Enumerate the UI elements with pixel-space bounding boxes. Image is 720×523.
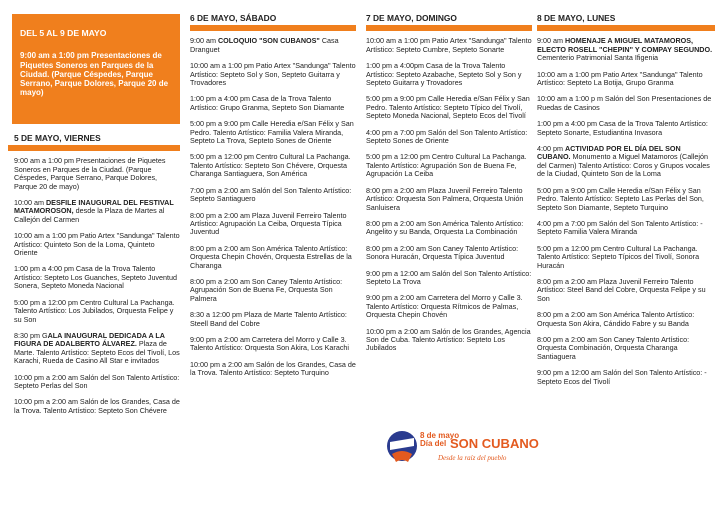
event-item: [8, 299, 180, 324]
event-item: [537, 220, 715, 237]
event-text: 1:00 pm a 4:00 pm Casa de la Trova Talento Artístico: Septeto Los Guanches, Septeto Juventud Sonera, Septeto Moneda Nacional: [14, 264, 178, 291]
event-text: 10:00 am a 1:00 pm Patio Artex "Sandunga" Talento Artístico: Septeto Cumbre, Septeto Sonarte: [366, 36, 532, 54]
day-title-4: 8 DE MAYO, LUNES: [537, 13, 616, 23]
event-item: [190, 187, 356, 204]
event-item: [190, 245, 356, 270]
event-lead: 9:00 am: [537, 36, 565, 46]
event-item: [190, 95, 356, 112]
event-text: 10:00 pm a 2:00 am Salón de los Grandes, Casa de la Trova. Talento Artístico: Septeto Son Chévere: [14, 397, 180, 415]
event-item: [190, 37, 356, 54]
event-item: [537, 120, 715, 137]
logo-tagline: Desde la raíz del pueblo: [438, 454, 507, 462]
event-text: 10:00 am a 1:00 pm Patio Artex "Sandunga" Talento Artístico: Septeto Sol y Son, Septeto Guitarra y Trovadores: [190, 61, 356, 88]
event-text: 9:00 am a 1:00 pm Presentaciones de Piquetes Soneros en Parques de la Ciudad. (Parque Céspedes, Parque Serrano, Parque Dolores, Parque 20 de mayo): [14, 156, 166, 191]
event-text: 8:00 pm a 2:00 am Son Caney Talento Artístico: Sonora Huracán, Orquesta Típica Juventud: [366, 243, 519, 262]
event-item: [190, 361, 356, 378]
event-text: 5:00 pm a 12:00 pm Centro Cultural La Pachanga. Talento Artístico: Los Jubilados, Orquesta Felipe y su Son: [14, 297, 175, 324]
event-text: 5:00 pm a 9:00 pm Calle Heredia e/San Félix y San Pedro. Talento Artístico: Familia Valera Miranda, Septeto La Trova, Septeto Sones de Oriente: [190, 119, 354, 146]
event-item: [190, 62, 356, 87]
event-text: 10:00 pm a 2:00 am Salón del Son Talento Artístico: Septeto Perlas del Son: [14, 372, 180, 390]
column-1: [8, 0, 180, 423]
event-item: [366, 270, 532, 287]
column-4: [537, 0, 715, 394]
day-bar-4: [537, 25, 715, 31]
event-lead: 10:00 am: [14, 198, 46, 208]
event-text: Plaza de Marte. Talento Artístico: Septeto Ecos del Tivolí, Los Karachi, Rueda de Casino All Star e invitados: [14, 339, 180, 366]
day-bar-3: [366, 25, 532, 31]
event-item: [537, 71, 715, 88]
event-item: [366, 153, 532, 178]
event-item: [190, 212, 356, 237]
event-item: [8, 374, 180, 391]
event-item: [8, 199, 180, 224]
event-item: [366, 95, 532, 120]
event-item: [366, 245, 532, 262]
event-item: [8, 157, 180, 191]
event-item: [366, 129, 532, 146]
event-item: [537, 336, 715, 361]
son-cubano-logo: [380, 424, 539, 474]
hero-body: 9:00 am a 1:00 pm Presentaciones de Piquetes Soneros en Parques de la Ciudad. (Parque Céspedes, Parque Serrano, Parque Dolores, Parque 20 de mayo): [20, 51, 169, 98]
hero-banner: [12, 14, 180, 124]
event-text: 5:00 pm a 9:00 pm Calle Heredia e/San Félix y San Pedro. Talento Artístico: Septeto Típico del Tivolí, Septeto Moneda Nacional, Septeto Ecos del Tivolí: [366, 94, 530, 121]
event-item: [366, 37, 532, 54]
event-bold: COLOQUIO "SON CUBANOS": [217, 36, 320, 46]
event-text: 8:00 pm a 2:00 am Son América Talento Artístico: Orquesta Chepin Chovén, Orquesta Estrellas de la Charanga: [190, 243, 352, 270]
events-day-4: [537, 37, 715, 386]
hero-title: DEL 5 AL 9 DE MAYO: [20, 28, 107, 38]
event-bold: ALA INAUGURAL DEDICADA A LA FIGURA DE ADALBERTO ÁLVAREZ.: [14, 330, 165, 349]
event-item: [190, 120, 356, 145]
event-item: [190, 153, 356, 178]
event-item: [190, 336, 356, 353]
event-item: [8, 332, 180, 366]
event-text: 8:00 pm a 2:00 am Son América Talento Artístico: Orquesta Son Akira, Cándido Fabre y su Banda: [537, 310, 695, 328]
event-text: 5:00 pm a 12:00 pm Centro Cultural La Pachanga. Talento Artístico: Septeto Típicos del Tivolí, Sonora Huracán: [537, 243, 700, 270]
event-text: 5:00 pm a 12:00 pm Centro Cultural La Pachanga. Talento Artístico: Septeto Son Chévere, Orquesta Charanga Santiaguera, Son América: [190, 152, 351, 179]
event-text: 8:30 a 12:00 pm Plaza de Marte Talento Artístico: Steell Band del Cobre: [190, 310, 347, 328]
event-item: [190, 278, 356, 303]
event-item: [537, 278, 715, 303]
event-text: desde la Plaza de Martes al Callejón del Carmen: [14, 206, 165, 224]
event-item: [537, 145, 715, 179]
event-text: 10:00 am a 1:00 pm Patio Artex "Sandunga" Talento Artístico: Quinteto Son de la Loma, Quinteto Oriente: [14, 231, 180, 258]
event-text: 9:00 pm a 2:00 am Carretera del Morro y Calle 3. Talento Artístico: Orquesta Son Akira, Los Karachi: [190, 334, 350, 353]
event-bold: HOMENAJE A MIGUEL MATAMOROS, ELECTO ROSELL "CHEPIN" Y COMPAY SEGUNDO.: [537, 36, 713, 54]
event-item: [190, 311, 356, 328]
event-bold: DESFILE INAUGURAL DEL FESTIVAL MATAMOROSON,: [14, 198, 174, 216]
event-item: [537, 37, 715, 62]
day-title-1: 5 DE MAYO, VIERNES: [14, 133, 101, 143]
event-text: 4:00 pm a 7:00 pm Salón del Son Talento Artístico: Septeto Sones de Oriente: [366, 127, 528, 146]
event-text: 7:00 pm a 2:00 am Salón del Son Talento Artístico: Septeto Santiaguero: [190, 185, 352, 204]
event-item: [366, 328, 532, 353]
events-day-2: [190, 37, 356, 377]
event-item: [8, 398, 180, 415]
event-text: 1:00 pm a 4:00 pm Casa de la Trova Talento Artístico: Septeto Sonarte, Estudiantina Invasora: [537, 119, 708, 137]
event-text: 8:00 pm a 2:00 am Plaza Juvenil Ferreiro Talento Artístico: Orquesta Son Palmera, Orquesta Unión Sanluisera: [366, 185, 524, 212]
event-text: 10:00 pm a 2:00 am Salón de los Grandes, Casa de la Trova. Talento Artístico: Septeto Turquino: [190, 359, 356, 378]
logo-graphic: [380, 424, 539, 474]
event-text: 9:00 pm a 12:00 am Salón del Son Talento Artístico: Septeto La Trova: [366, 268, 532, 286]
event-text: 9:00 pm a 12:00 am Salón del Son Talento Artístico: -Septeto Ecos del Tivolí: [537, 368, 707, 386]
event-lead: 8:30 pm G: [14, 330, 48, 340]
event-text: 9:00 pm a 2:00 am Carretera del Morro y Calle 3. Talento Artístico: Orquesta Rítmicos de Palmas, Orquesta Chepin Chovén: [366, 293, 523, 320]
event-item: [366, 220, 532, 237]
event-text: 1:00 pm a 4:00 pm Casa de la Trova Talento Artístico: Grupo Granma, Septeto Son Diamante: [190, 94, 345, 112]
event-item: [8, 232, 180, 257]
event-bold: ACTIVIDAD POR EL DÍA DEL SON CUBANO.: [537, 144, 681, 162]
event-item: [366, 62, 532, 87]
event-text: 10:00 pm a 2:00 am Salón de los Grandes, Agencia Son de Cuba. Talento Artístico: Septeto Los Jubilados: [366, 326, 531, 353]
event-text: 1:00 pm a 4:00pm Casa de la Trova Talento Artístico: Septeto Azabache, Septeto Sol y Son y Septeto Guitarra y Trovadores: [366, 61, 522, 88]
events-day-1: [8, 157, 180, 415]
event-text: 8:00 pm a 2:00 am Son América Talento Artístico: Angelito y su Banda, Orquesta La Combinación: [366, 218, 524, 237]
event-lead: 4:00 pm: [537, 144, 565, 154]
event-item: [366, 294, 532, 319]
column-3: [366, 0, 532, 361]
event-text: 8:00 pm a 2:00 am Son Caney Talento Artístico: Agrupación Son de Buena Fe, Orquesta Son Palmera: [190, 276, 343, 303]
event-text: Monumento a Miguel Matamoros (Callejón del Carmen) Talento Artístico: Coros y Grupos vocales de la Ciudad, Quinteto Son de la Loma: [537, 152, 710, 179]
event-lead: 9:00 am: [190, 36, 218, 46]
event-item: [537, 245, 715, 270]
day-bar-2: [190, 25, 356, 31]
logo-line-2: Día del: [420, 439, 447, 448]
events-day-3: [366, 37, 532, 352]
event-text: 8:00 pm a 2:00 am Plaza Juvenil Ferreiro Talento Artístico: Agrupación La Ceiba, Orquesta Típica Juventud: [190, 210, 347, 237]
event-item: [537, 187, 715, 212]
event-text: Cementerio Patrimonial Santa Ifigenia: [537, 53, 659, 63]
event-text: 4:00 pm a 7:00 pm Salón del Son Talento Artístico: - Septeto Familia Valera Miranda: [537, 218, 703, 237]
event-text: 5:00 pm a 12:00 pm Centro Cultural La Pachanga. Talento Artístico: Agrupación Son de Buena Fe, Agrupación La Ceiba: [366, 152, 527, 179]
logo-line-1: 8 de mayo: [420, 431, 460, 440]
event-text: 8:00 pm a 2:00 am Plaza Juvenil Ferreiro Talento Artístico: Steel Band del Cobre, Orquesta Felipe y su Son: [537, 276, 706, 303]
day-title-3: 7 DE MAYO, DOMINGO: [366, 13, 457, 23]
event-text: 5:00 pm a 9:00 pm Calle Heredia e/San Félix y San Pedro. Talento Artístico: Septeto Las Perlas del Son, Septeto Son Diamante, Septeto Turquino: [537, 185, 704, 212]
event-text: 10:00 am a 1:00 p m Salón del Son Presentaciones de Ruedas de Casinos: [537, 94, 712, 112]
event-item: [537, 95, 715, 112]
event-item: [537, 369, 715, 386]
event-text: Casa Dranguet: [190, 36, 339, 54]
column-2: [190, 0, 356, 386]
day-title-2: 6 DE MAYO, SÁBADO: [190, 13, 277, 23]
event-text: 8:00 pm a 2:00 am Son Caney Talento Artístico: Orquesta Combinación, Orquesta Charanga Santiaguera: [537, 334, 690, 361]
event-item: [8, 265, 180, 290]
event-text: 10:00 am a 1:00 pm Patio Artex "Sandunga" Talento Artístico: Septeto La Botija, Grupo Granma: [537, 69, 703, 88]
event-item: [366, 187, 532, 212]
logo-line-3: SON CUBANO: [450, 436, 539, 451]
event-item: [537, 311, 715, 328]
day-bar-1: [8, 145, 180, 151]
